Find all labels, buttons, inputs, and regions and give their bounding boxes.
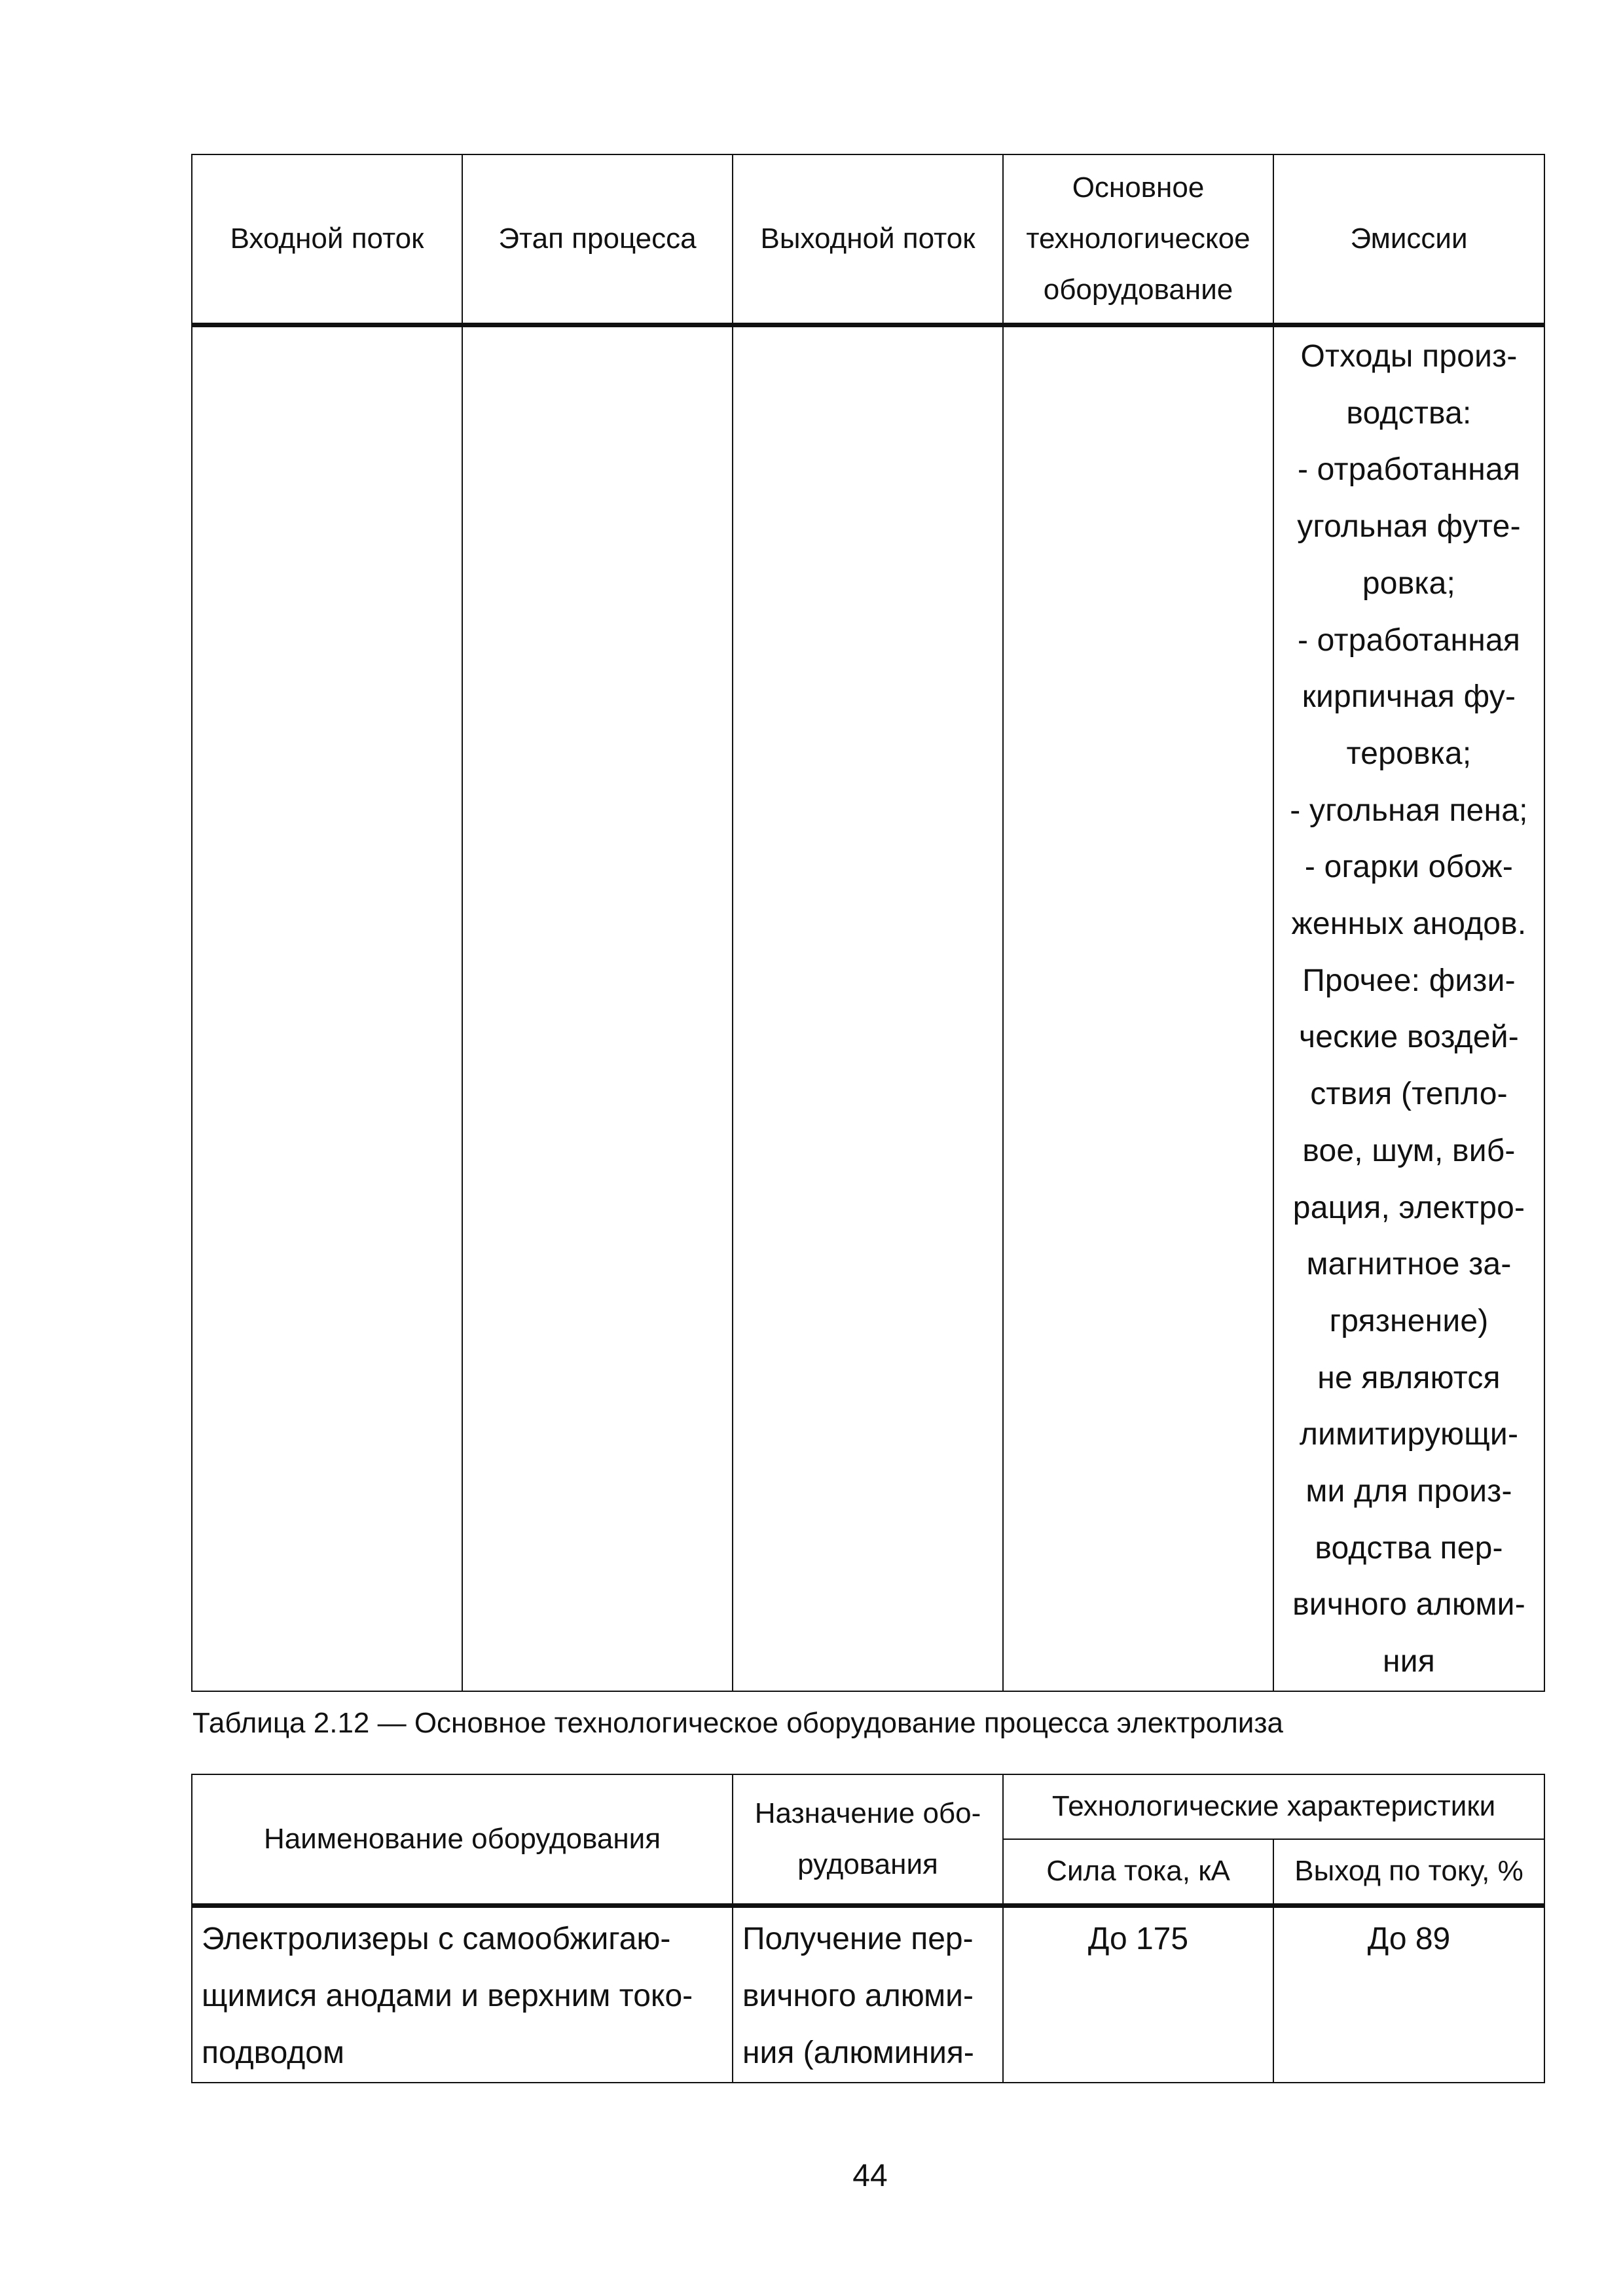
emissions-line: - угольная пена; [1290, 793, 1528, 828]
table-row [192, 325, 1544, 1691]
header-process-stage: Этап процесса [462, 154, 733, 325]
cell-equipment-name [192, 1906, 733, 2083]
header-equipment-purpose [733, 1774, 1003, 1906]
header-equipment-line: Основное [1072, 171, 1205, 204]
header-equipment-name: Наименование оборудования [192, 1774, 733, 1906]
header-current: Сила тока, кА [1003, 1839, 1273, 1906]
emissions-line: водства пер- [1315, 1530, 1503, 1566]
header-current-efficiency: Выход по току, % [1273, 1839, 1544, 1906]
cell-current: До 175 [1003, 1906, 1273, 2083]
cell-emissions [1273, 325, 1544, 1691]
emissions-line: Прочее: физи- [1302, 963, 1516, 998]
emissions-line: женных анодов. [1291, 906, 1527, 942]
header-purpose-line: Назначение обо- [754, 1797, 981, 1829]
emissions-line: - огарки обож- [1304, 850, 1514, 885]
emissions-line: теровка; [1346, 736, 1472, 771]
equipment-name-line: Электролизеры с самообжигаю- [202, 1922, 671, 1956]
emissions-line: ния [1383, 1644, 1435, 1679]
emissions-line: рация, электро- [1292, 1190, 1525, 1225]
table-header-row [192, 1774, 1544, 1839]
emissions-line: ствия (тепло- [1310, 1077, 1508, 1112]
cell-input-flow [192, 325, 462, 1691]
emissions-line: вичного алюми- [1292, 1587, 1525, 1623]
header-input-flow: Входной поток [192, 154, 462, 325]
header-equipment-line: технологическое [1026, 223, 1250, 255]
emissions-line: магнитное за- [1306, 1247, 1512, 1282]
equipment-table [191, 1774, 1545, 2083]
emissions-line: лимитирующи- [1299, 1417, 1519, 1452]
table-header-row [192, 154, 1544, 325]
emissions-line: ческие воздей- [1299, 1020, 1519, 1055]
emissions-line: - отработанная [1297, 622, 1521, 658]
emissions-line: не являются [1317, 1360, 1501, 1395]
header-purpose-line: рудования [797, 1848, 938, 1880]
header-output-flow: Выходной поток [733, 154, 1003, 325]
emissions-line: угольная футе- [1297, 509, 1521, 545]
cell-equipment-purpose [733, 1906, 1003, 2083]
emissions-line: - отработанная [1297, 452, 1521, 488]
header-tech-characteristics: Технологические характеристики [1003, 1774, 1544, 1839]
purpose-line: ния (алюминия- [742, 2036, 974, 2070]
table-row [192, 1906, 1544, 2083]
purpose-line: вичного алюми- [742, 1979, 974, 2013]
equipment-name-line: подводом [202, 2036, 344, 2070]
cell-output-flow [733, 325, 1003, 1691]
cell-current-efficiency: До 89 [1273, 1906, 1544, 2083]
cell-equipment [1003, 325, 1273, 1691]
table-caption: Таблица 2.12 — Основное технологическое оборудование процесса электролиза [192, 1707, 1283, 1739]
emissions-line: вое, шум, виб- [1302, 1133, 1516, 1168]
header-equipment [1003, 154, 1273, 325]
cell-process-stage [462, 325, 733, 1691]
emissions-line: водства: [1346, 395, 1472, 431]
emissions-line: Отходы произ- [1300, 339, 1518, 374]
equipment-name-line: щимися анодами и верхним токо- [202, 1979, 693, 2013]
page-number: 44 [852, 2159, 888, 2193]
header-equipment-line: оборудование [1043, 274, 1233, 306]
purpose-line: Получение пер- [742, 1922, 974, 1956]
emissions-line: ми для произ- [1305, 1474, 1512, 1509]
process-flow-table [191, 154, 1545, 1692]
header-emissions: Эмиссии [1273, 154, 1544, 325]
emissions-line: грязнение) [1329, 1303, 1489, 1338]
emissions-line: кирпичная фу- [1302, 679, 1516, 715]
emissions-line: ровка; [1362, 565, 1456, 601]
